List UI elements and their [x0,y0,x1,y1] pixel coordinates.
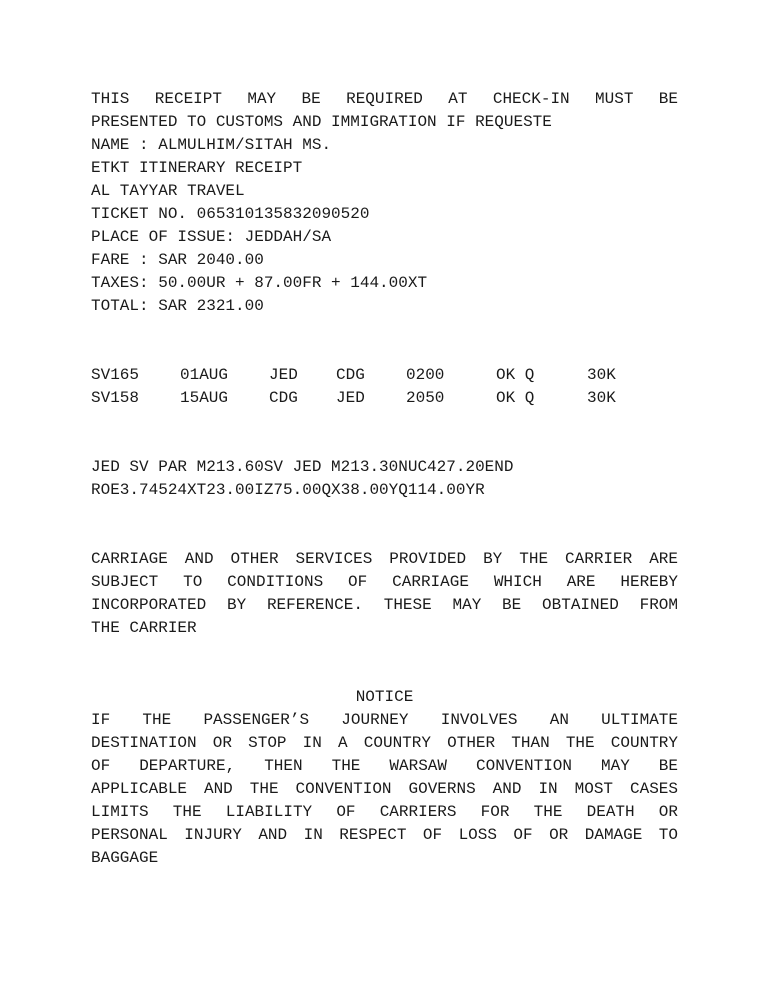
notice-heading: NOTICE [355,688,414,706]
flight-baggage: 30K [587,389,616,407]
flight-destination: JED [336,389,365,407]
flight-number: SV165 [91,366,140,384]
receipt-document [91,88,678,870]
flight-number: SV158 [91,389,140,407]
receipt-type: ETKT ITINERARY RECEIPT [91,159,303,177]
notice-line-5: LIMITS THE LIABILITY OF CARRIERS FOR THE DEATH OR [91,803,678,821]
flight-baggage: 30K [587,366,616,384]
travel-agency: AL TAYYAR TRAVEL [91,182,245,200]
passenger-name: NAME : ALMULHIM/SITAH MS. [91,136,332,154]
fare-calc-line-1: JED SV PAR M213.60SV JED M213.30NUC427.20END [91,458,514,476]
notice-line-3: OF DEPARTURE, THEN THE WARSAW CONVENTION MAY BE [91,757,678,775]
flight-date: 15AUG [180,389,229,407]
notice-line-7: BAGGAGE [91,849,159,867]
intro-line-2: PRESENTED TO CUSTOMS AND IMMIGRATION IF REQUESTE [91,113,552,131]
total: TOTAL: SAR 2321.00 [91,297,264,315]
flight-time: 0200 [406,366,445,384]
flight-destination: CDG [336,366,365,384]
intro-line-1: THIS RECEIPT MAY BE REQUIRED AT CHECK-IN MUST BE [91,90,678,108]
flight-origin: CDG [269,389,298,407]
fare-calc-line-2: ROE3.74524XT23.00IZ75.00QX38.00YQ114.00YR [91,481,485,499]
notice-line-6: PERSONAL INJURY AND IN RESPECT OF LOSS OF OR DAMAGE TO [91,826,678,844]
carriage-line-4: THE CARRIER [91,619,197,637]
flight-row [91,387,678,410]
flight-date: 01AUG [180,366,229,384]
carriage-line-1: CARRIAGE AND OTHER SERVICES PROVIDED BY THE CARRIER ARE [91,550,678,568]
flight-origin: JED [269,366,298,384]
notice-line-4: APPLICABLE AND THE CONVENTION GOVERNS AND IN MOST CASES [91,780,678,798]
flight-status: OK Q [496,389,535,407]
carriage-line-3: INCORPORATED BY REFERENCE. THESE MAY BE OBTAINED FROM [91,596,678,614]
notice-line-1: IF THE PASSENGER’S JOURNEY INVOLVES AN ULTIMATE [91,711,678,729]
fare: FARE : SAR 2040.00 [91,251,264,269]
notice-line-2: DESTINATION OR STOP IN A COUNTRY OTHER THAN THE COUNTRY [91,734,678,752]
ticket-number: TICKET NO. 065310135832090520 [91,205,370,223]
place-of-issue: PLACE OF ISSUE: JEDDAH/SA [91,228,332,246]
flight-time: 2050 [406,389,445,407]
flight-status: OK Q [496,366,535,384]
taxes: TAXES: 50.00UR + 87.00FR + 144.00XT [91,274,428,292]
flight-row [91,364,678,387]
carriage-line-2: SUBJECT TO CONDITIONS OF CARRIAGE WHICH ARE HEREBY [91,573,678,591]
